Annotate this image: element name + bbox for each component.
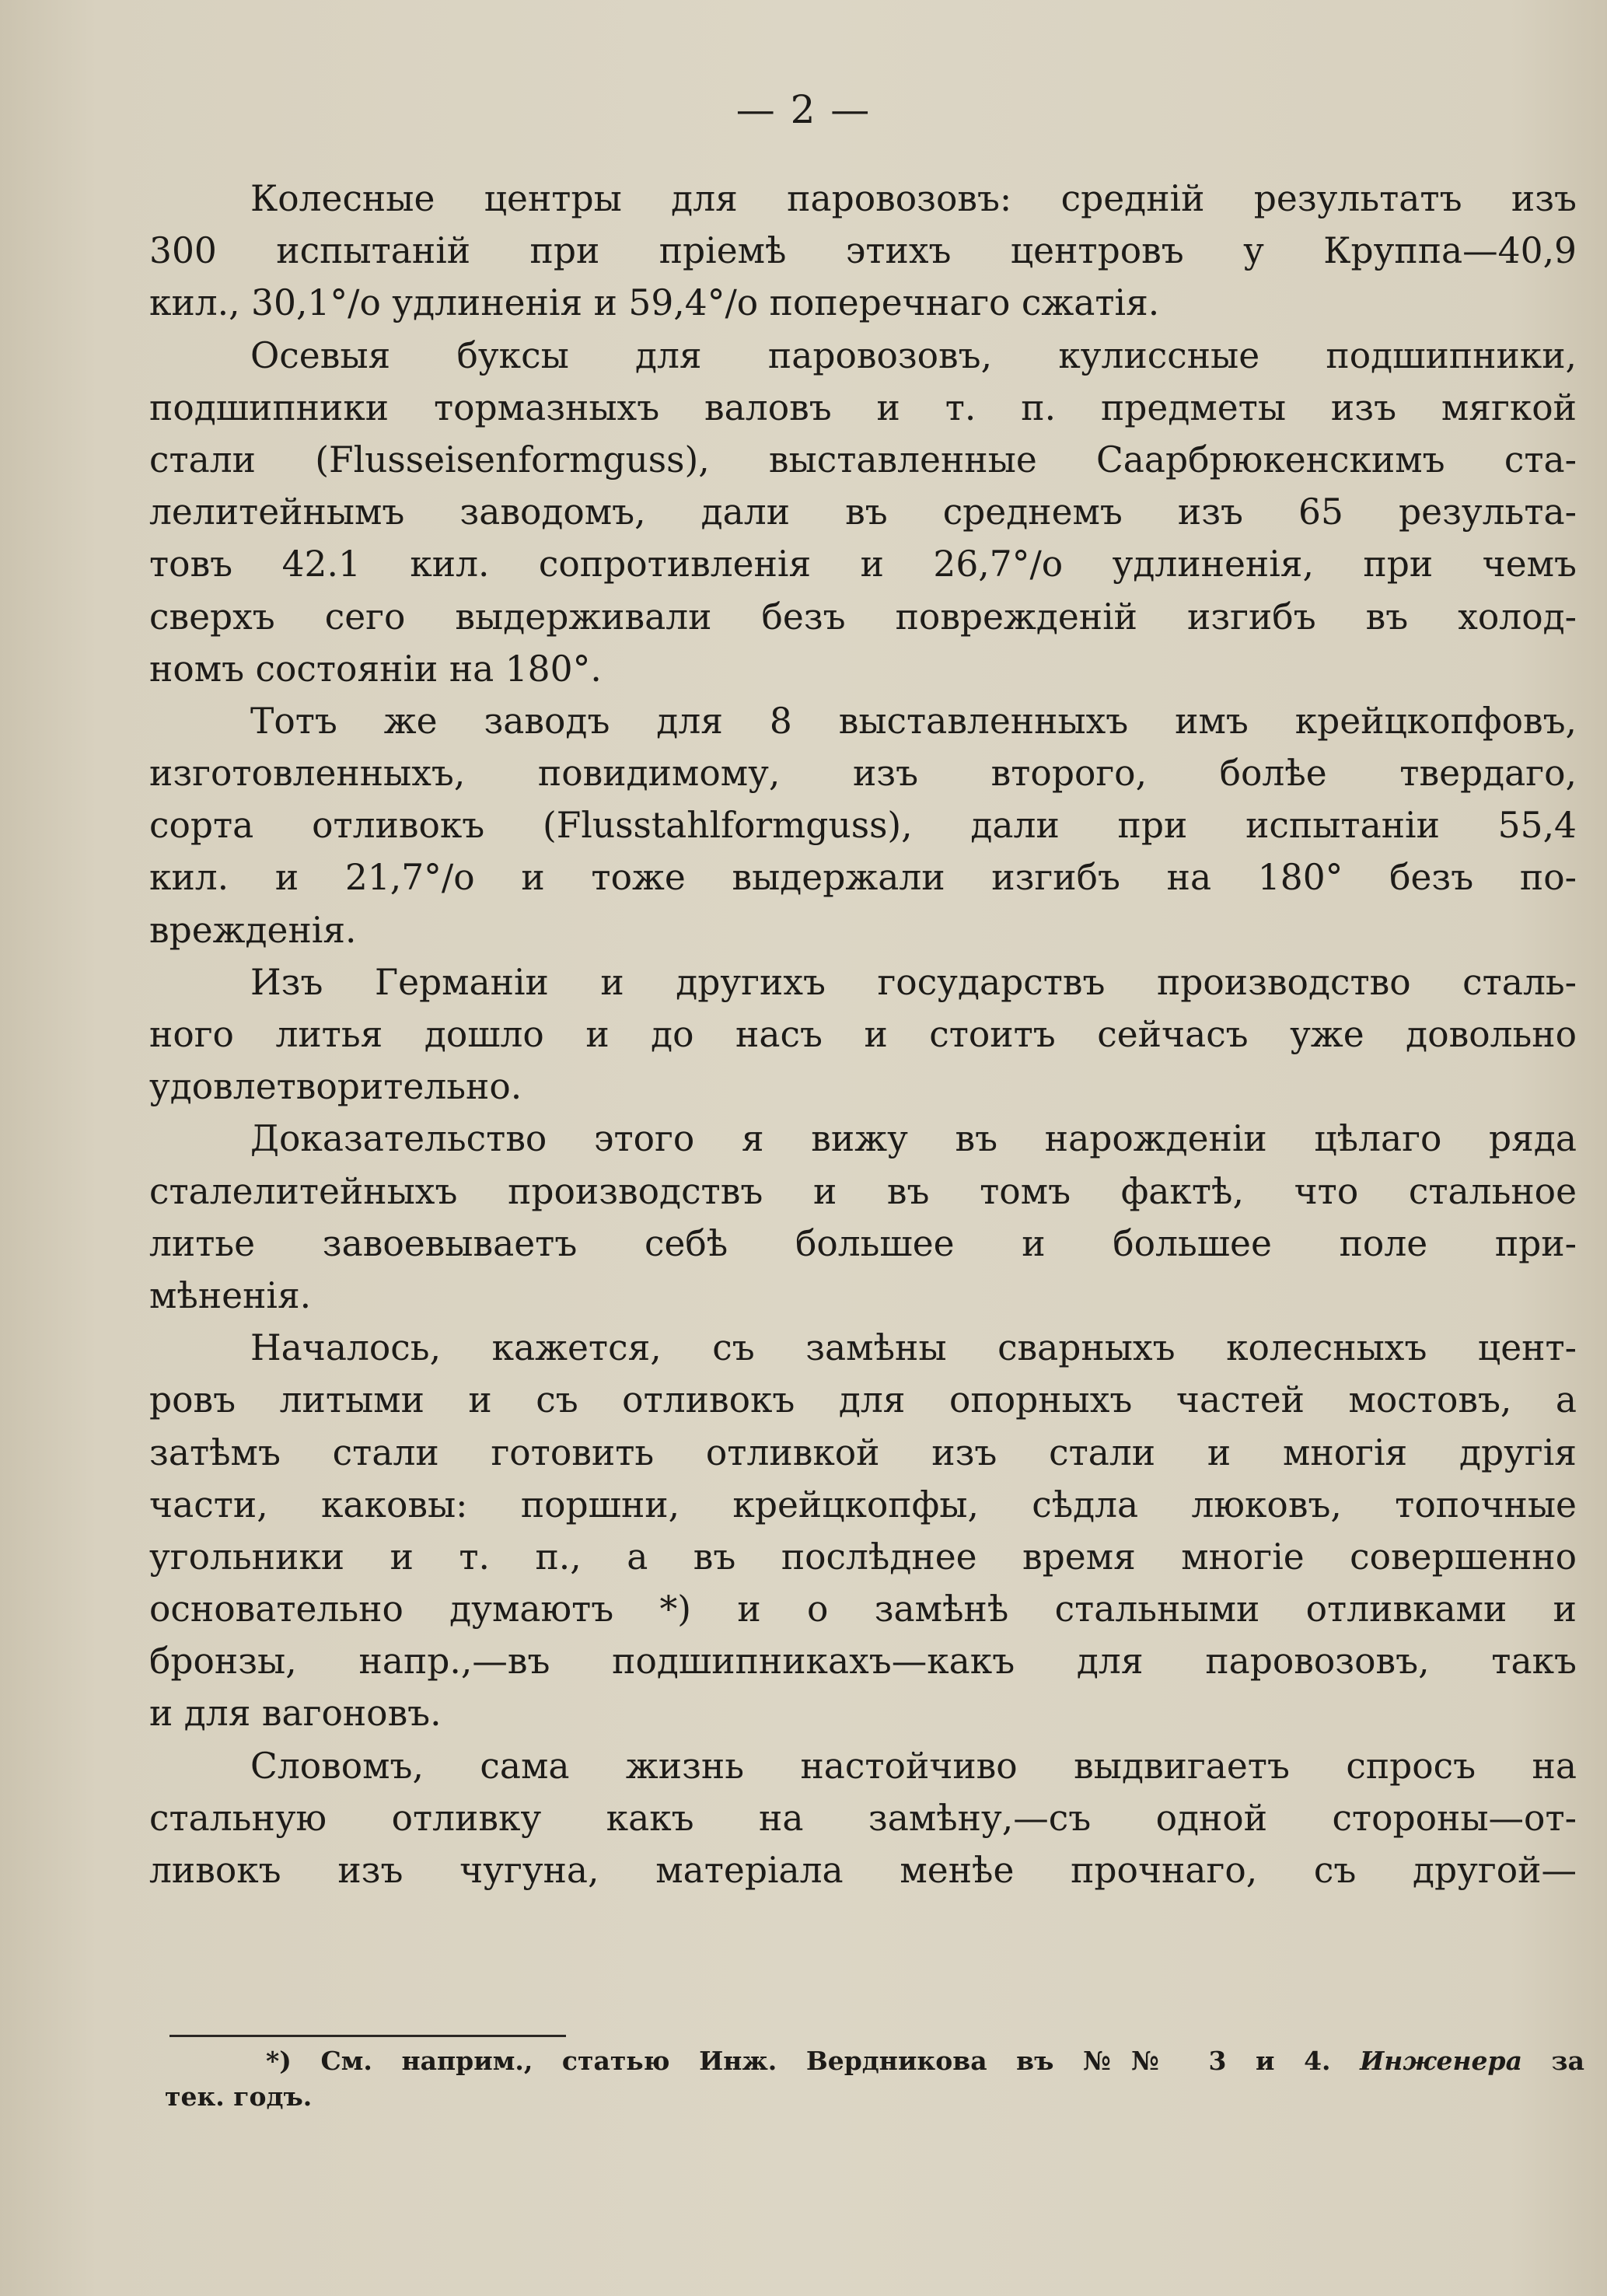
- body-text: [149, 173, 1577, 1896]
- text-line: лелитейнымъ заводомъ, дали въ среднемъ изъ 65 результа-: [149, 491, 1577, 533]
- text-line: 300 испытанiй при прiемѣ этихъ центровъ у Круппа—40,9: [149, 230, 1577, 272]
- paragraph-demand: [149, 1740, 1577, 1897]
- text-line: литье завоевываетъ себѣ большее и большее поле при-: [149, 1222, 1577, 1264]
- footnote-text: *) См. наприм., статью Инж. Вердникова въ №№ 3 и 4.: [266, 2046, 1331, 2076]
- footnote: [165, 2043, 1584, 2115]
- text-line: ливокъ изъ чугуна, матерiала менѣе прочнаго, съ другой—: [149, 1850, 1577, 1891]
- text-line: затѣмъ стали готовить отливкой изъ стали и многiя другiя: [149, 1431, 1577, 1473]
- text-line: сорта отливокъ (Flusstahlformguss), дали при испытанiи 55,4: [149, 805, 1577, 847]
- footnote-divider: [169, 2035, 566, 2037]
- paragraph-wheel-centers: [149, 173, 1577, 330]
- text-line: сталелитейныхъ производствъ и въ томъ фактѣ, что стальное: [149, 1170, 1577, 1212]
- text-line: стальную отливку какъ на замѣну,—съ одной стороны—от-: [149, 1797, 1577, 1839]
- paragraph-germany: [149, 956, 1577, 1113]
- footnote-tail: за: [1551, 2046, 1584, 2076]
- text-line: Словомъ, сама жизнь настойчиво выдвигаетъ спросъ на: [250, 1745, 1577, 1787]
- text-line: и для вагоновъ.: [149, 1693, 442, 1735]
- text-line: ного литья дошло и до насъ и стоитъ сейчасъ уже довольно: [149, 1014, 1577, 1055]
- paragraph-crossheads: [149, 695, 1577, 956]
- text-line: стали (Flusseisenformguss), выставленные Саарбрюкенскимъ ста-: [149, 439, 1577, 481]
- text-line: кил. и 21,7°/o и тоже выдержали изгибъ на 180° безъ по-: [149, 857, 1577, 899]
- text-line: бронзы, напр.,—въ подшипникахъ—какъ для паровозовъ, такъ: [149, 1641, 1577, 1683]
- paragraph-evidence: [149, 1113, 1577, 1322]
- text-line: сверхъ сего выдерживали безъ поврежденiй изгибъ въ холод-: [149, 596, 1577, 638]
- text-line: угольники и т. п., а въ послѣднее время многiе совершенно: [149, 1536, 1577, 1578]
- text-line: изготовленныхъ, повидимому, изъ второго, болѣе твердаго,: [149, 753, 1577, 795]
- footnote-line: [165, 2043, 1584, 2079]
- footnote-line: тек. годъ.: [165, 2081, 313, 2112]
- text-line: удовлетворительно.: [149, 1066, 522, 1108]
- text-line: Тотъ же заводъ для 8 выставленныхъ имъ крейцкопфовъ,: [250, 700, 1577, 742]
- text-line: врежденiя.: [149, 909, 357, 951]
- text-line: мѣненiя.: [149, 1274, 312, 1316]
- text-line: Доказательство этого я вижу въ нарожденiи цѣлаго ряда: [250, 1118, 1577, 1160]
- paragraph-axle-boxes: [149, 330, 1577, 695]
- text-line: номъ состоянiи на 180°.: [149, 648, 602, 690]
- page-number: — 2 —: [735, 87, 872, 132]
- text-line: кил., 30,1°/o удлиненiя и 59,4°/o поперечнаго сжатiя.: [149, 282, 1160, 324]
- text-line: Осевыя буксы для паровозовъ, кулиссные подшипники,: [250, 334, 1577, 376]
- text-line: Началось, кажется, съ замѣны сварныхъ колесныхъ цент-: [250, 1327, 1577, 1369]
- paragraph-beginning: [149, 1322, 1577, 1740]
- text-line: Колесные центры для паровозовъ: среднiй результатъ изъ: [250, 178, 1577, 219]
- text-line: подшипники тормазныхъ валовъ и т. п. предметы изъ мягкой: [149, 386, 1577, 428]
- footnote-journal-title: Инженера: [1360, 2046, 1522, 2076]
- text-line: ровъ литыми и съ отливокъ для опорныхъ частей мостовъ, а: [149, 1379, 1577, 1421]
- text-line: части, каковы: поршни, крейцкопфы, сѣдла люковъ, топочные: [149, 1483, 1577, 1525]
- text-line: основательно думаютъ *) и о замѣнѣ стальными отливками и: [149, 1588, 1577, 1630]
- text-line: Изъ Германiи и другихъ государствъ производство сталь-: [250, 961, 1577, 1003]
- text-line: товъ 42.1 кил. сопротивленiя и 26,7°/o удлиненiя, при чемъ: [149, 543, 1577, 585]
